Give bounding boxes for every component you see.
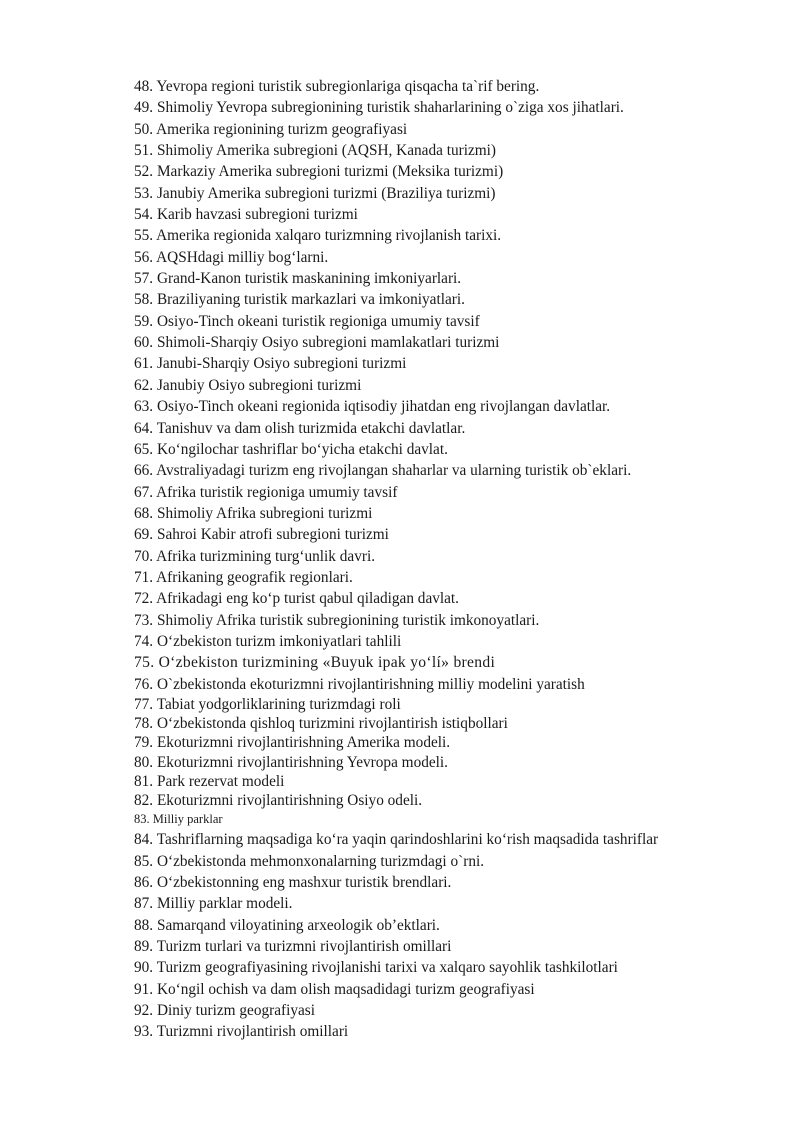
question-text: Shimoliy Afrika subregioni turizmi <box>156 504 373 522</box>
question-item <box>134 375 774 396</box>
question-number: 71. <box>134 568 154 586</box>
question-item <box>134 753 774 772</box>
question-text: Turizm turlari va turizmni rivojlantirish omillari <box>156 938 452 955</box>
question-text: Shimoliy Yevropa subregionining turistik shaharlarining o`ziga xos jihatlari. <box>156 99 624 117</box>
question-item <box>134 695 774 714</box>
question-number: 78. <box>134 715 154 733</box>
question-text: Ekoturizmni rivojlantirishning Amerika modeli. <box>156 734 451 752</box>
question-text: O‘zbekistonning eng mashxur turistik brendlari. <box>156 873 452 891</box>
question-number: 85. <box>134 852 154 870</box>
question-text: Karib havzasi subregioni turizmi <box>156 206 358 224</box>
question-number: 54. <box>134 206 154 224</box>
question-number: 73. <box>134 611 154 629</box>
question-text: Turizmni rivojlantirish omillari <box>156 1023 349 1041</box>
question-text: O`zbekistonda ekoturizmni rivojlantirishning milliy modelini yaratish <box>156 675 585 693</box>
question-text: Diniy turizm geografiyasi <box>156 1002 315 1020</box>
question-number: 64. <box>134 419 154 437</box>
question-text: Janubi-Sharqiy Osiyo subregioni turizmi <box>156 355 407 373</box>
question-text: Ekoturizmni rivojlantirishning Yevropa modeli. <box>156 753 448 771</box>
question-item <box>134 979 774 1000</box>
question-number: 60. <box>134 334 154 352</box>
question-number: 66. <box>134 462 154 480</box>
question-text: Samarqand viloyatining arxeologik ob’ektlari. <box>156 916 440 934</box>
question-item <box>134 915 774 936</box>
question-number: 50. <box>134 120 154 138</box>
question-number: 65. <box>134 440 154 458</box>
question-text: Park rezervat modeli <box>156 772 285 790</box>
question-text: Braziliyaning turistik markazlari va imkoniyatlari. <box>156 291 465 309</box>
question-item <box>134 460 774 481</box>
question-item <box>134 893 774 914</box>
question-text: Shimoli-Sharqiy Osiyo subregioni mamlakatlari turizmi <box>156 334 500 352</box>
question-list <box>134 76 774 1043</box>
question-item <box>134 140 774 161</box>
question-number: 69. <box>134 526 154 544</box>
question-item <box>134 791 774 810</box>
question-number: 67. <box>134 483 154 501</box>
question-number: 48. <box>134 78 154 95</box>
question-text: Markaziy Amerika subregioni turizmi (Meksika turizmi) <box>156 163 504 181</box>
question-item <box>134 829 774 850</box>
question-number: 53. <box>134 184 154 202</box>
question-text: Janubiy Amerika subregioni turizmi (Braziliya turizmi) <box>156 184 496 202</box>
question-text: Janubiy Osiyo subregioni turizmi <box>156 376 362 394</box>
question-item <box>134 714 774 733</box>
question-item <box>134 936 774 957</box>
question-number: 87. <box>134 895 154 913</box>
question-text: Tashriflarning maqsadiga ko‘ra yaqin qarindoshlarini ko‘rish maqsadida tashriflar <box>156 831 659 849</box>
question-number: 58. <box>134 291 154 309</box>
question-number: 77. <box>134 695 154 713</box>
question-text: Tanishuv va dam olish turizmida etakchi davlatlar. <box>156 419 466 437</box>
question-item <box>134 119 774 140</box>
question-item <box>134 289 774 310</box>
question-item <box>134 872 774 893</box>
question-number: 83. <box>134 812 150 827</box>
question-item <box>134 97 774 118</box>
question-text: O‘zbekistonda qishloq turizmini rivojlantirish istiqbollari <box>156 715 508 733</box>
question-text: Ekoturizmni rivojlantirishning Osiyo odeli. <box>156 791 423 809</box>
question-text: Afrikaning geografik regionlari. <box>156 568 353 586</box>
question-number: 57. <box>134 270 154 288</box>
question-number: 63. <box>134 398 154 416</box>
question-number: 72. <box>134 590 154 608</box>
question-text: Avstraliyadagi turizm eng rivojlangan shaharlar va ularning turistik ob`eklari. <box>156 462 632 480</box>
question-item <box>134 588 774 609</box>
question-text: Sahroi Kabir atrofi subregioni turizmi <box>156 526 389 544</box>
question-item <box>134 183 774 204</box>
question-number: 91. <box>134 980 154 998</box>
question-text: Shimoliy Afrika turistik subregionining turistik imkonoyatlari. <box>156 611 540 629</box>
question-text: O‘zbekistonda mehmonxonalarning turizmdagi o`rni. <box>156 852 485 870</box>
question-item <box>134 225 774 246</box>
question-number: 49. <box>134 99 154 117</box>
question-item <box>134 733 774 752</box>
question-text: Turizm geografiyasining rivojlanishi tarixi va xalqaro sayohlik tashkilotlari <box>156 959 618 977</box>
question-text: Ko‘ngil ochish va dam olish maqsadidagi turizm geografiyasi <box>156 980 535 998</box>
question-number: 89. <box>134 938 154 955</box>
question-text: Shimoliy Amerika subregioni (AQSH, Kanada turizmi) <box>156 142 496 160</box>
question-number: 75. <box>134 654 155 672</box>
question-number: 80. <box>134 753 154 771</box>
question-item <box>134 957 774 978</box>
question-item <box>134 772 774 791</box>
question-item <box>134 810 774 829</box>
question-text: Milliy parklar modeli. <box>156 895 293 913</box>
question-item <box>134 439 774 460</box>
question-number: 74. <box>134 632 154 650</box>
question-item <box>134 161 774 182</box>
question-number: 55. <box>134 227 154 245</box>
question-number: 86. <box>134 873 154 891</box>
question-text: Tabiat yodgorliklarining turizmdagi roli <box>156 695 401 713</box>
question-number: 51. <box>134 142 154 160</box>
question-item <box>134 418 774 439</box>
question-item <box>134 353 774 374</box>
question-item <box>134 482 774 503</box>
question-item <box>134 546 774 567</box>
question-item <box>134 268 774 289</box>
question-number: 62. <box>134 376 154 394</box>
question-item <box>134 851 774 872</box>
question-text: O‘zbekiston turizmining «Buyuk ipak yo‘lí» brendi <box>158 654 496 672</box>
question-text: Grand-Kanon turistik maskanining imkoniyarlari. <box>156 270 462 288</box>
question-item <box>134 204 774 225</box>
question-item <box>134 76 774 97</box>
question-text: AQSHdagi milliy bog‘larni. <box>156 248 329 266</box>
question-number: 59. <box>134 312 154 330</box>
question-number: 84. <box>134 831 154 849</box>
question-text: Afrika turistik regioniga umumiy tavsif <box>156 483 398 501</box>
question-text: Osiyo-Tinch okeani regionida iqtisodiy jihatdan eng rivojlangan davlatlar. <box>156 398 611 416</box>
question-text: Afrikadagi eng ko‘p turist qabul qiladigan davlat. <box>156 590 459 608</box>
question-item <box>134 332 774 353</box>
question-text: Osiyo-Tinch okeani turistik regioniga umumiy tavsif <box>156 312 480 330</box>
question-number: 93. <box>134 1023 154 1041</box>
question-item <box>134 311 774 332</box>
question-number: 61. <box>134 355 154 373</box>
question-number: 92. <box>134 1002 154 1020</box>
question-item <box>134 1000 774 1021</box>
question-number: 88. <box>134 916 154 934</box>
question-text: Ko‘ngilochar tashriflar bo‘yicha etakchi davlat. <box>156 440 448 458</box>
question-text: Milliy parklar <box>152 812 223 827</box>
question-number: 52. <box>134 163 154 181</box>
question-number: 79. <box>134 734 154 752</box>
question-item <box>134 524 774 545</box>
question-text: Afrika turizmining turg‘unlik davri. <box>156 547 376 565</box>
question-number: 81. <box>134 772 154 790</box>
question-item <box>134 247 774 268</box>
question-item <box>134 567 774 588</box>
question-item <box>134 503 774 524</box>
question-number: 70. <box>134 547 154 565</box>
question-item <box>134 610 774 631</box>
question-number: 68. <box>134 504 154 522</box>
question-text: Amerika regionining turizm geografiyasi <box>156 120 408 138</box>
question-text: Yevropa regioni turistik subregionlariga qisqacha ta`rif bering. <box>156 78 540 95</box>
question-item <box>134 674 774 695</box>
question-number: 76. <box>134 675 154 693</box>
question-item <box>134 1021 774 1042</box>
question-text: O‘zbekiston turizm imkoniyatlari tahlili <box>156 632 402 650</box>
question-text: Amerika regionida xalqaro turizmning rivojlanish tarixi. <box>156 227 502 245</box>
question-item <box>134 652 774 673</box>
question-number: 56. <box>134 248 154 266</box>
question-item <box>134 631 774 652</box>
question-number: 82. <box>134 791 154 809</box>
question-number: 90. <box>134 959 154 977</box>
question-item <box>134 396 774 417</box>
